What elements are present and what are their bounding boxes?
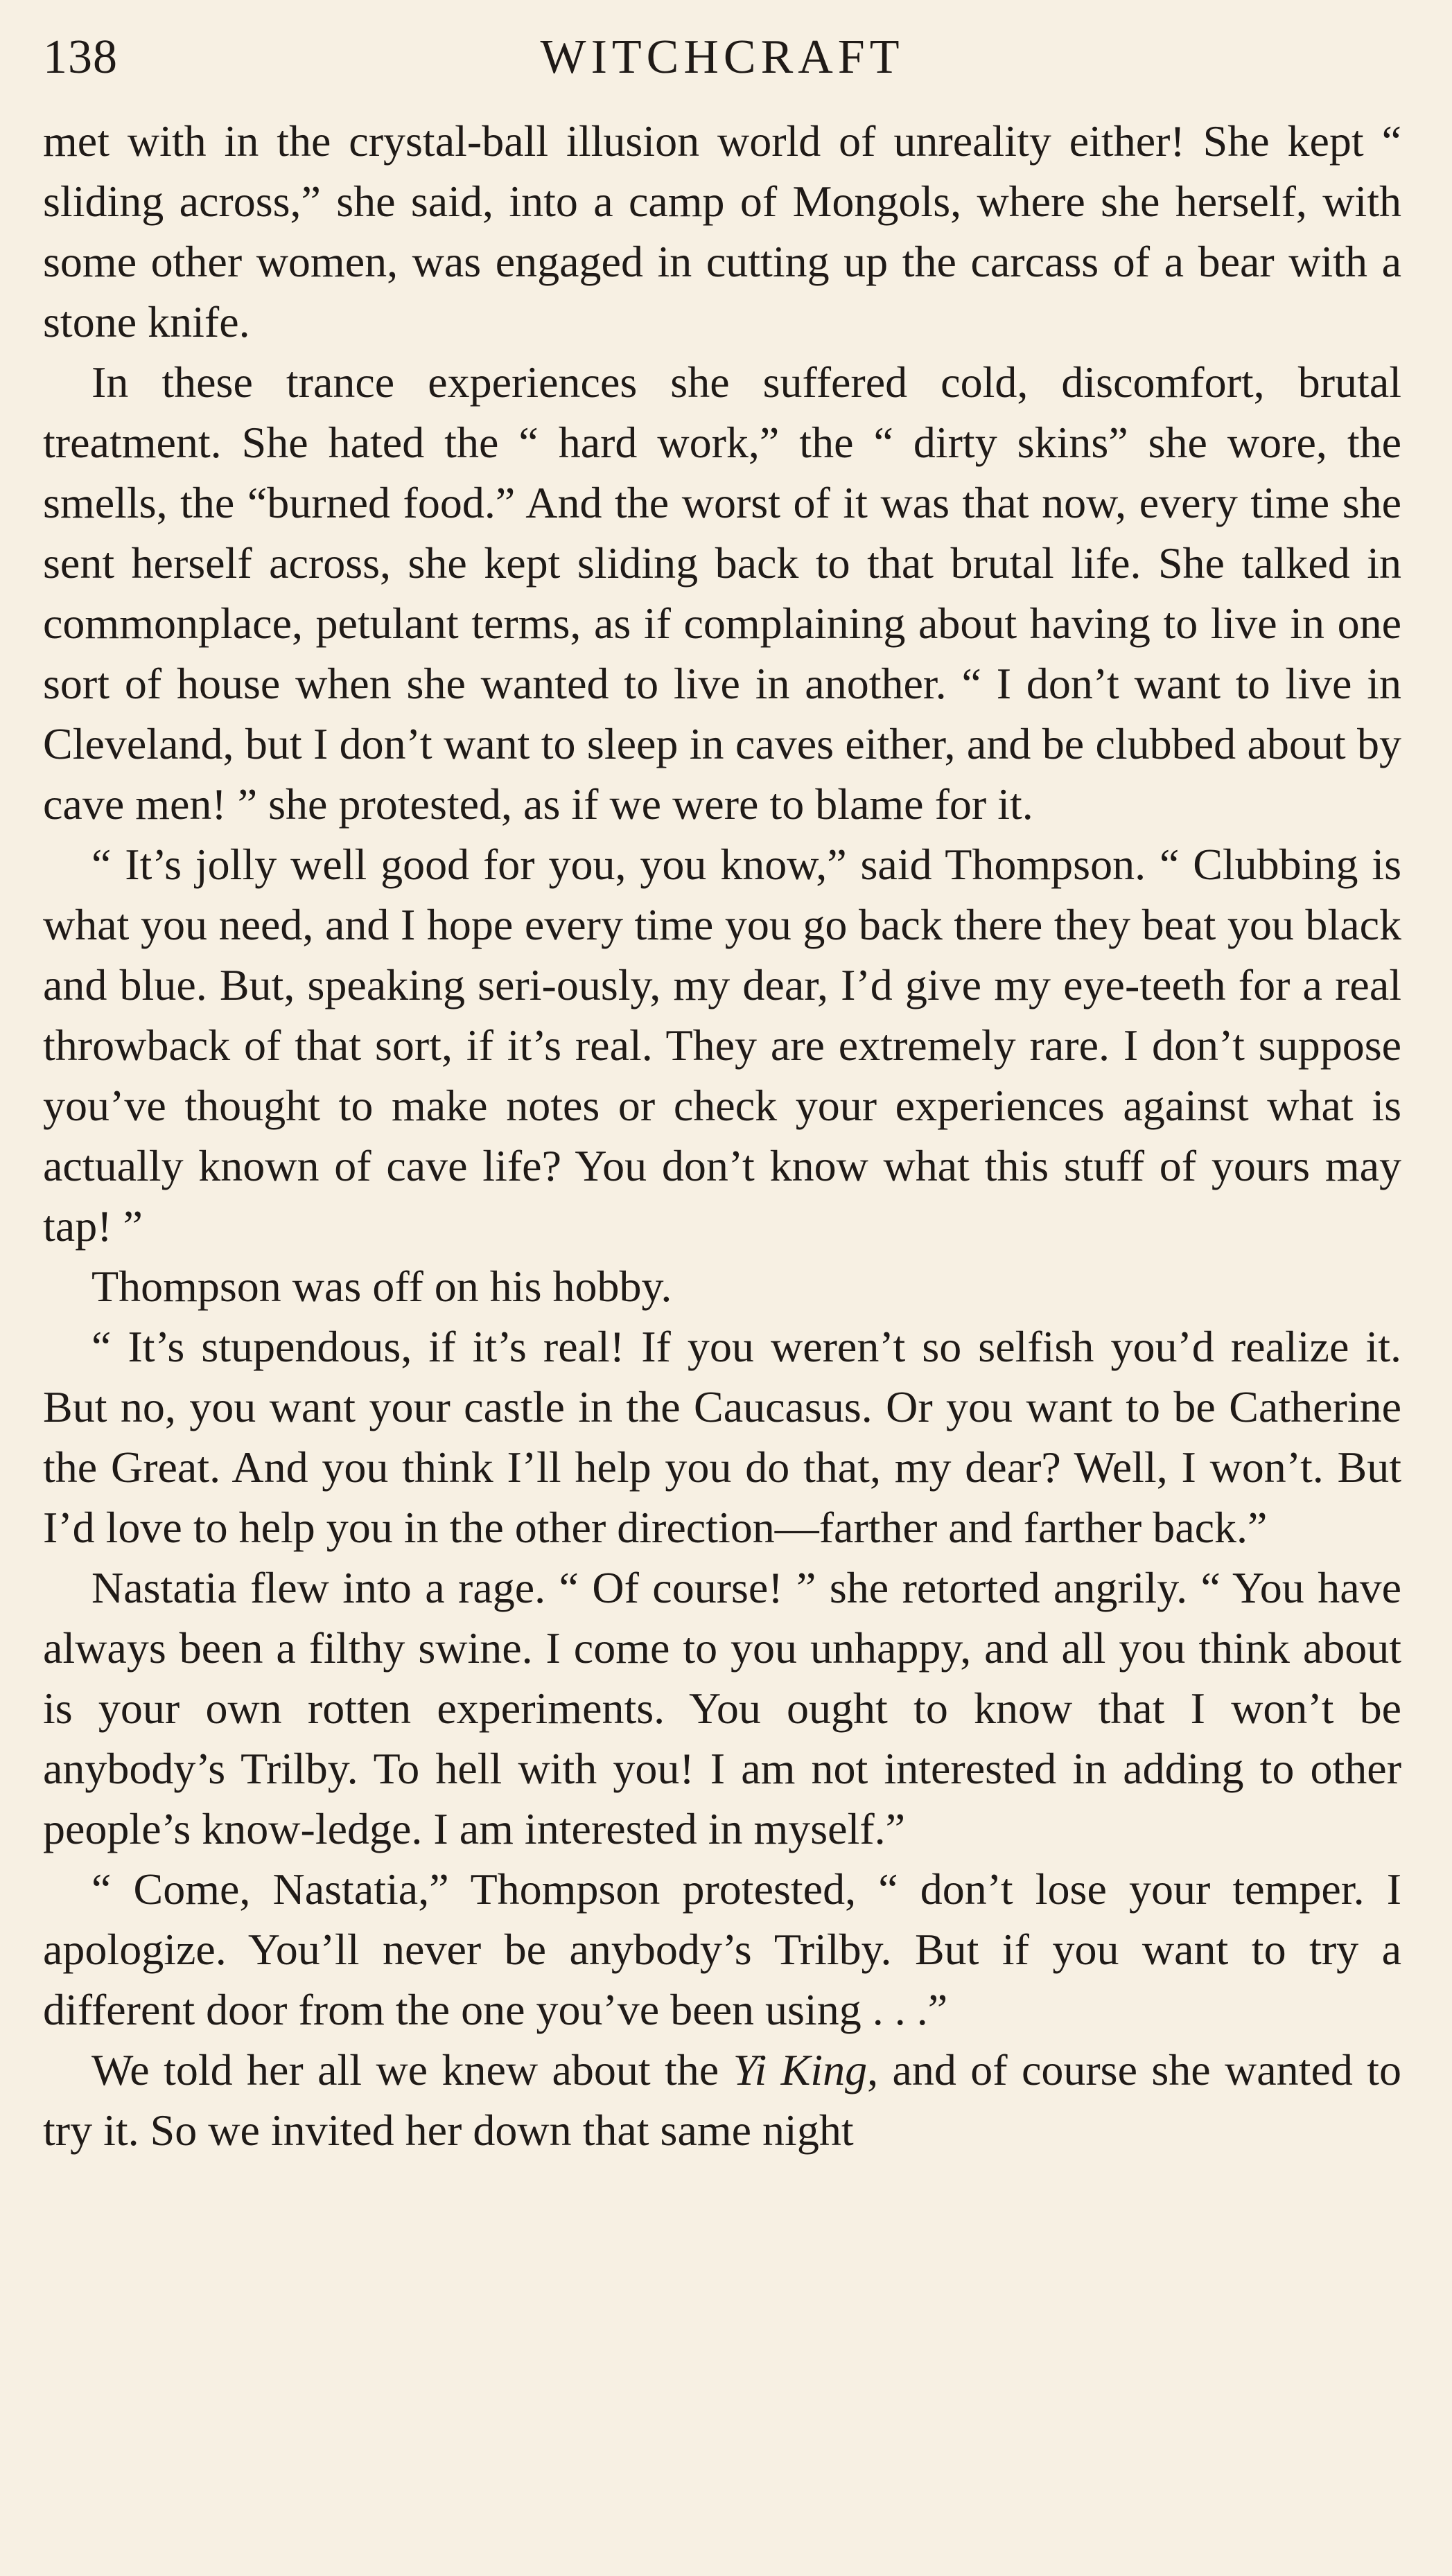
paragraph-4: Thompson was off on his hobby.: [91, 1262, 672, 1311]
paragraph-8-before: We told her all we knew about the: [91, 2045, 733, 2094]
running-head: WITCHCRAFT: [540, 30, 904, 84]
body-text: [43, 111, 1401, 2160]
book-title-yi-king: Yi King: [733, 2045, 868, 2094]
paragraph-8: [43, 2040, 1401, 2160]
page-number: 138: [43, 30, 118, 84]
paragraph-3: “ It’s jolly well good for you, you know,” said Thompson. “ Clubbing is what you need, and I hope every time you go back there they beat you black and blue. But, speaking seri-ously, my dear, I’d give my eye-teeth for a real throwback of that sort, if it’s real. They are extremely rare. I don’t suppose you’ve thought to make notes or check your experiences against what is actually known of cave life? You don’t know what this stuff of yours may tap! ”: [43, 840, 1401, 1251]
book-page: [43, 28, 1401, 2550]
paragraph-1: met with in the crystal-ball illusion world of unreality either! She kept “ sliding across,” she said, into a camp of Mongols, where she herself, with some other women, was engaged in cutting up the carcass of a bear with a stone knife.: [43, 116, 1401, 346]
paragraph-6: Nastatia flew into a rage. “ Of course! ” she retorted angrily. “ You have always been a filthy swine. I come to you unhappy, and all you think about is your own rotten experiments. You ought to know that I won’t be anybody’s Trilby. To hell with you! I am not interested in adding to other people’s know-ledge. I am interested in myself.”: [43, 1563, 1401, 1853]
paragraph-2: In these trance experiences she suffered cold, discomfort, brutal treatment. She hated the “ hard work,” the “ dirty skins” she wore, the smells, the “burned food.” And the worst of it was that now, every time she sent herself across, she kept sliding back to that brutal life. She talked in commonplace, petulant terms, as if complaining about having to live in one sort of house when she wanted to live in another. “ I don’t want to live in Cleveland, but I don’t want to sleep in caves either, and be clubbed about by cave men! ” she protested, as if we were to blame for it.: [43, 358, 1401, 829]
page-header: [43, 28, 1401, 111]
paragraph-7: “ Come, Nastatia,” Thompson protested, “ don’t lose your temper. I apologize. You’ll never be anybody’s Trilby. But if you want to try a different door from the one you’ve been using . . .”: [43, 1864, 1401, 2034]
paragraph-5: “ It’s stupendous, if it’s real! If you weren’t so selfish you’d realize it. But no, you want your castle in the Caucasus. Or you want to be Catherine the Great. And you think I’ll help you do that, my dear? Well, I won’t. But I’d love to help you in the other direction—farther and farther back.”: [43, 1322, 1401, 1552]
paragraph-8-after: , and of course she wanted to try it. So we invited her down that same night: [43, 2045, 1402, 2155]
